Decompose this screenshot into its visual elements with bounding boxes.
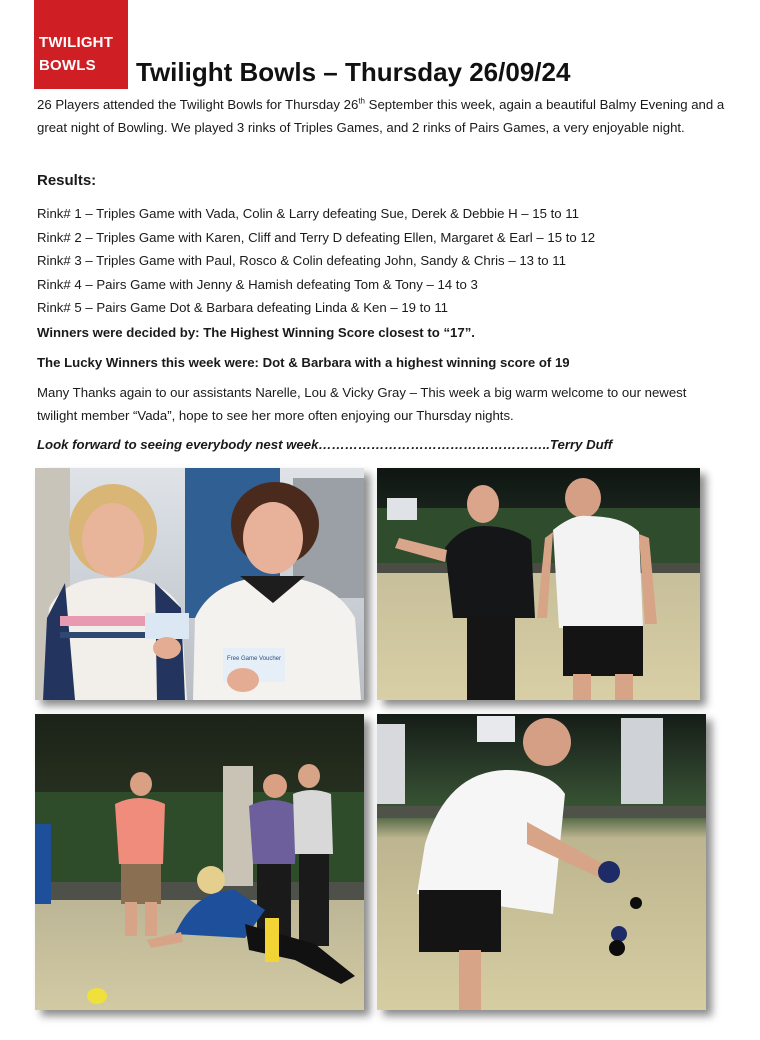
- voucher-text: Free Game Voucher: [226, 656, 282, 662]
- results-heading: Results:: [37, 172, 97, 189]
- photo-two-bowlers: [377, 468, 700, 700]
- page-title: Twilight Bowls – Thursday 26/09/24: [136, 57, 571, 87]
- result-rink-4: Rink# 4 – Pairs Game with Jenny & Hamish defeating Tom & Tony – 14 to 3: [37, 276, 478, 292]
- photo-woman-bowling: [35, 714, 364, 1010]
- photo-man-bowling: [377, 714, 706, 1010]
- twilight-bowls-logo: [34, 0, 128, 89]
- winners-rule: Winners were decided by: The Highest Winning Score closest to “17”.: [37, 325, 475, 340]
- results-list: [37, 202, 595, 320]
- intro-part-1: 26 Players attended the Twilight Bowls for Thursday 26: [37, 97, 359, 112]
- intro-paragraph: [37, 94, 727, 139]
- result-rink-1: Rink# 1 – Triples Game with Vada, Colin & Larry defeating Sue, Derek & Debbie H – 15 to 11: [37, 206, 579, 221]
- result-rink-3: Rink# 3 – Triples Game with Paul, Rosco & Colin defeating John, Sandy & Chris – 13 to 11: [37, 253, 566, 269]
- lucky-winners: The Lucky Winners this week were: Dot & Barbara with a highest winning score of 19: [37, 355, 570, 370]
- result-rink-5: Rink# 5 – Pairs Game Dot & Barbara defeating Linda & Ken – 19 to 11: [37, 300, 449, 316]
- logo-line-2: BOWLS: [39, 57, 96, 74]
- sign-off: Look forward to seeing everybody nest week……………………………………………..Terry Duff: [37, 437, 613, 452]
- intro-superscript: th: [358, 96, 365, 106]
- result-rink-2: Rink# 2 – Triples Game with Karen, Cliff and Terry D defeating Ellen, Margaret & Earl – 15 to 12: [37, 229, 596, 245]
- thanks-paragraph: Many Thanks again to our assistants Narelle, Lou & Vicky Gray – This week a big warm welcome to our newest twilight member “Vada”, hope to see her more often enjoying our Thursday nights.: [37, 385, 687, 423]
- logo-line-1: TWILIGHT: [39, 34, 114, 51]
- intro-part-2: September this week, again a beautiful Balmy Evening and a great night of Bowling. We played 3 rinks of Triples Games, and 2 rinks of Pairs Games, a very enjoyable night.: [37, 97, 725, 135]
- photo-winners-with-vouchers: [35, 468, 364, 700]
